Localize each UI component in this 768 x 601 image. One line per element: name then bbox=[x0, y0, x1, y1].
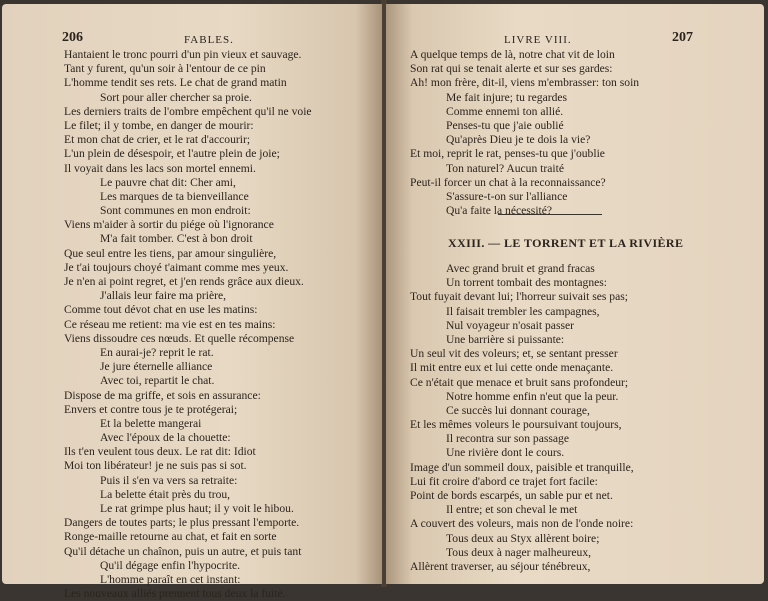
verse-line: Dispose de ma griffe, et sois en assurance: bbox=[64, 388, 261, 402]
verse-line: Tant y furent, qu'un soir à l'entour de ce pin bbox=[64, 62, 266, 76]
verse-line: Viens m'aider à sortir du piége où l'ignorance bbox=[64, 218, 274, 232]
verse-line: Ils t'en veulent tous deux. Le rat dit: Idiot bbox=[64, 445, 256, 459]
verse-line: Nul voyageur n'osait passer bbox=[446, 318, 574, 332]
verse-line: L'homme paraît en cet instant: bbox=[100, 572, 241, 586]
verse-line: Il recontra sur son passage bbox=[446, 432, 569, 446]
verse-line: Et la belette mangerai bbox=[100, 416, 202, 430]
verse-line: Sont communes en mon endroit: bbox=[100, 204, 251, 218]
right-verse-block-top bbox=[410, 48, 764, 218]
verse-line: Tous deux à nager malheureux, bbox=[446, 545, 592, 559]
verse-line: Et moi, reprit le rat, penses-tu que j'oublie bbox=[410, 147, 605, 161]
verse-line: Ce succès lui donnant courage, bbox=[446, 403, 590, 417]
verse-line: L'un plein de désespoir, et l'autre plein de joie; bbox=[64, 147, 280, 161]
verse-line: A couvert des voleurs, mais non de l'onde noire: bbox=[410, 517, 634, 531]
verse-line: Qu'il dégage enfin l'hypocrite. bbox=[100, 558, 241, 572]
verse-line: Sort pour aller chercher sa proie. bbox=[100, 90, 252, 104]
verse-line: Ton naturel? Aucun traité bbox=[446, 161, 564, 175]
verse-line: En aurai-je? reprit le rat. bbox=[100, 345, 214, 359]
verse-line: Ah! mon frère, dit-il, viens m'embrasser: ton soin bbox=[410, 76, 640, 90]
verse-line: Qu'il détache un chaînon, puis un autre, et puis tant bbox=[64, 544, 302, 558]
verse-line: Il voyait dans les lacs son mortel ennemi. bbox=[64, 161, 256, 175]
verse-line: Allèrent traverser, au séjour ténébreux, bbox=[410, 559, 591, 573]
verse-line: Peut-il forcer un chat à la reconnaissance? bbox=[410, 175, 606, 189]
verse-line: Ce réseau me retient: ma vie est en tes mains: bbox=[64, 317, 276, 331]
section-divider bbox=[498, 214, 602, 215]
verse-line: La belette était près du trou, bbox=[100, 487, 231, 501]
verse-line: Tous deux au Styx allèrent boire; bbox=[446, 531, 600, 545]
verse-line: Je jure éternelle alliance bbox=[100, 360, 213, 374]
verse-line: Le pauvre chat dit: Cher ami, bbox=[100, 175, 236, 189]
verse-line: Viens dissoudre ces nœuds. Et quelle récompense bbox=[64, 331, 295, 345]
left-page-number: 206 bbox=[62, 30, 83, 45]
verse-line: Et les mêmes voleurs le poursuivant toujours, bbox=[410, 418, 622, 432]
verse-line: Les nouveaux alliés prennent tous deux la fuite. bbox=[64, 587, 286, 601]
verse-line: Lui fit croire d'abord ce trajet fort facile: bbox=[410, 474, 598, 488]
left-verse-block bbox=[64, 48, 382, 601]
right-running-head: LIVRE VIII. bbox=[504, 34, 572, 46]
verse-line: Qu'après Dieu je te dois la vie? bbox=[446, 133, 591, 147]
verse-line: Un torrent tombait des montagnes: bbox=[446, 276, 607, 290]
verse-line: Les marques de ta bienveillance bbox=[100, 189, 249, 203]
verse-line: L'homme tendit ses rets. Le chat de grand matin bbox=[64, 76, 287, 90]
verse-line: Avec toi, repartit le chat. bbox=[100, 374, 215, 388]
verse-line: Une rivière dont le cours. bbox=[446, 446, 565, 460]
left-page bbox=[2, 4, 382, 601]
verse-line: Dangers de toutes parts; le plus pressant l'emporte. bbox=[64, 516, 300, 530]
verse-line: Je t'ai toujours choyé t'aimant comme mes yeux. bbox=[64, 260, 289, 274]
right-page bbox=[386, 4, 764, 584]
verse-line: Comme ennemi ton allié. bbox=[446, 104, 564, 118]
verse-line: Hantaient le tronc pourri d'un pin vieux et sauvage. bbox=[64, 48, 302, 61]
verse-line: Moi ton libérateur! je ne suis pas si sot. bbox=[64, 459, 247, 473]
verse-line: Il faisait trembler les campagnes, bbox=[446, 304, 600, 318]
verse-line: Je n'en ai point regret, et j'en rends grâce aux dieux. bbox=[64, 275, 304, 288]
right-page-number: 207 bbox=[672, 30, 693, 45]
verse-line: Image d'un sommeil doux, paisible et tranquille, bbox=[410, 460, 634, 474]
left-running-head: FABLES. bbox=[184, 34, 234, 46]
verse-line: Que seul entre les tiens, par amour singulière, bbox=[64, 246, 277, 260]
verse-line: Penses-tu que j'aie oublié bbox=[446, 118, 564, 132]
verse-line: Comme tout dévot chat en use les matins: bbox=[64, 303, 258, 317]
verse-line: Avec l'époux de la chouette: bbox=[100, 431, 231, 445]
verse-line: Ronge-maille retourne au chat, et fait en sorte bbox=[64, 530, 277, 544]
verse-line: Son rat qui se tenait alerte et sur ses gardes: bbox=[410, 62, 613, 76]
verse-line: Notre homme enfin n'eut que la peur. bbox=[446, 389, 619, 403]
verse-line: Il entre; et son cheval le met bbox=[446, 503, 578, 517]
verse-line: Et mon chat de crier, et le rat d'accourir; bbox=[64, 133, 251, 147]
verse-line: A quelque temps de là, notre chat vit de loin bbox=[410, 48, 615, 61]
verse-line: Tout fuyait devant lui; l'horreur suivait ses pas; bbox=[410, 290, 628, 304]
verse-line: Me fait injure; tu regardes bbox=[446, 90, 568, 104]
verse-line: J'allais leur faire ma prière, bbox=[100, 289, 227, 303]
verse-line: Il mit entre eux et lui cette onde menaçante. bbox=[410, 361, 614, 375]
right-verse-block-bottom bbox=[410, 262, 764, 574]
verse-line: Point de bords escarpés, un sable pur et net. bbox=[410, 489, 613, 502]
verse-line: Le filet; il y tombe, en danger de mourir: bbox=[64, 118, 254, 132]
verse-line: Ce n'était que menace et bruit sans profondeur; bbox=[410, 375, 629, 389]
verse-line: Les derniers traits de l'ombre empêchent qu'il ne voie bbox=[64, 104, 312, 118]
verse-line: Puis il s'en va vers sa retraite: bbox=[100, 473, 238, 487]
verse-line: Le rat grimpe plus haut; il y voit le hibou. bbox=[100, 502, 294, 515]
verse-line: S'assure-t-on sur l'alliance bbox=[446, 189, 568, 203]
verse-line: Une barrière si puissante: bbox=[446, 332, 565, 346]
verse-line: M'a fait tomber. C'est à bon droit bbox=[100, 232, 253, 246]
verse-line: Qu'a faite la nécessité? bbox=[446, 204, 553, 218]
verse-line: Envers et contre tous je te protégerai; bbox=[64, 402, 238, 416]
fable-title: XXIII. — LE TORRENT ET LA RIVIÈRE bbox=[448, 236, 684, 250]
verse-line: Un seul vit des voleurs; et, se sentant presser bbox=[410, 347, 618, 361]
verse-line: Avec grand bruit et grand fracas bbox=[446, 262, 595, 275]
